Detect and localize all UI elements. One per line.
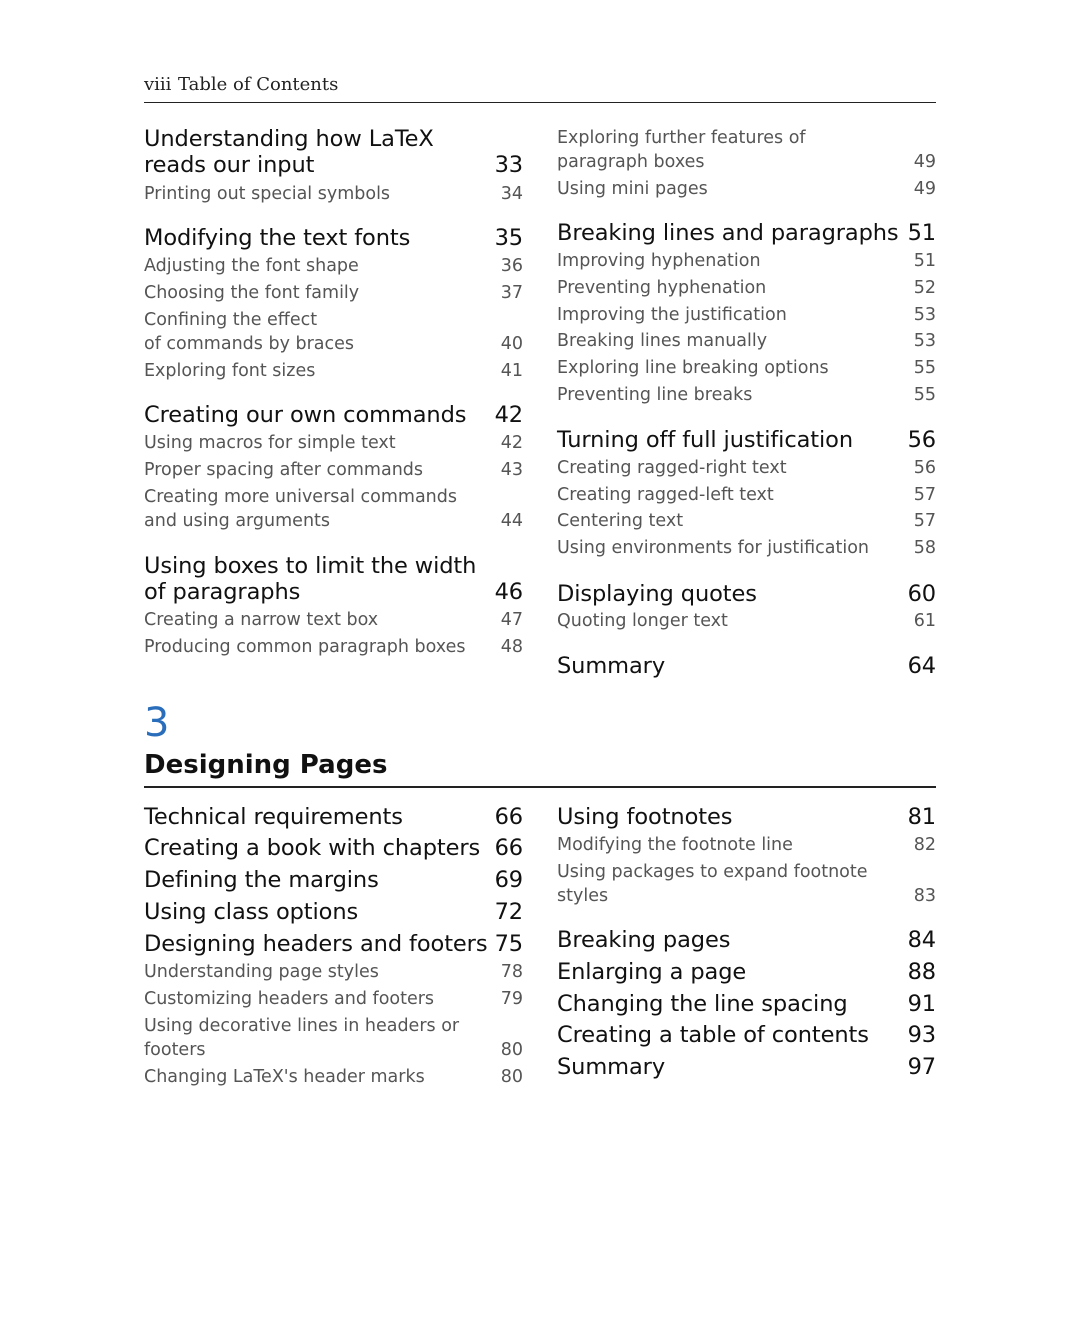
toc-entry-page-number: 40 <box>500 334 523 354</box>
toc-entry-page-number: 49 <box>913 179 936 199</box>
toc-page <box>144 0 936 1331</box>
toc-entry-page-number: 66 <box>494 835 523 861</box>
toc-entry-page-number: 46 <box>494 579 523 605</box>
toc-entry-title-line: Using packages to expand footnote <box>557 862 868 882</box>
toc-entry-title-line: Changing the line spacing <box>557 991 848 1017</box>
toc-entry-page-number: 42 <box>494 402 523 428</box>
toc-entry-title-line: Creating more universal commands <box>144 487 457 507</box>
toc-entry-title-line: Creating a book with chapters <box>144 835 481 861</box>
toc-entry-title-line: footers <box>144 1040 206 1060</box>
toc-entry-page-number: 34 <box>500 184 523 204</box>
toc-entry-page-number: 57 <box>913 485 936 505</box>
toc-entry-page-number: 56 <box>913 458 936 478</box>
toc-entry-page-number: 69 <box>494 867 523 893</box>
toc-entry-title-line: Proper spacing after commands <box>144 460 424 480</box>
toc-entry-page-number: 82 <box>913 835 936 855</box>
toc-entry-page-number: 80 <box>500 1067 523 1087</box>
toc-entry-title-line: Adjusting the font shape <box>144 256 359 276</box>
toc-entry-page-number: 42 <box>500 433 523 453</box>
toc-entry-title-line: Defining the margins <box>144 867 379 893</box>
toc-entry-title-line: Producing common paragraph boxes <box>144 637 466 657</box>
toc-entry-page-number: 48 <box>500 637 523 657</box>
toc-entry-title-line: Exploring line breaking options <box>557 358 829 378</box>
toc-entry-page-number: 61 <box>913 611 936 631</box>
toc-entry-page-number: 47 <box>500 610 523 630</box>
toc-entry-page-number: 52 <box>913 278 936 298</box>
toc-entry-page-number: 51 <box>913 251 936 271</box>
toc-entry-title-line: and using arguments <box>144 511 331 531</box>
toc-entry-page-number: 60 <box>907 581 936 607</box>
toc-entry-title-line: Summary <box>557 653 666 679</box>
toc-entry-title-line: Creating ragged-left text <box>557 485 774 505</box>
running-head-title: Table of Contents <box>178 74 339 95</box>
toc-entry-page-number: 41 <box>500 361 523 381</box>
toc-entry-page-number: 78 <box>500 962 523 982</box>
toc-entry-title-line: Changing LaTeX's header marks <box>144 1067 425 1087</box>
toc-entry-page-number: 64 <box>907 653 936 679</box>
toc-entry-page-number: 51 <box>907 220 936 246</box>
toc-entry-title-line: Improving the justification <box>557 305 787 325</box>
toc-entry-page-number: 49 <box>913 152 936 172</box>
toc-entry-title-line: Creating a table of contents <box>557 1022 869 1048</box>
toc-entry-title-line: Technical requirements <box>144 804 403 830</box>
toc-entry-title-line: Using boxes to limit the width <box>144 553 477 579</box>
toc-entry-title-line: Using mini pages <box>557 179 708 199</box>
toc-entry-title-line: Using class options <box>144 899 359 925</box>
toc-entry-page-number: 72 <box>494 899 523 925</box>
toc-entry-title-line: Modifying the text fonts <box>144 225 411 251</box>
toc-entry-title-line: Breaking lines manually <box>557 331 768 351</box>
toc-entry-page-number: 79 <box>500 989 523 1009</box>
chapter-title-text: Designing Pages <box>144 750 388 780</box>
toc-entry-title-line: Creating our own commands <box>144 402 467 428</box>
toc-entry-page-number: 53 <box>913 305 936 325</box>
toc-entry-title-line: styles <box>557 886 609 906</box>
toc-entry-title-line: of paragraphs <box>144 579 301 605</box>
toc-entry-title-line: Preventing line breaks <box>557 385 753 405</box>
toc-entry-page-number: 55 <box>913 385 936 405</box>
toc-entry-title-line: Creating a narrow text box <box>144 610 379 630</box>
chapter-number: 3 <box>144 700 170 746</box>
toc-entry-title-line: Exploring further features of <box>557 128 806 148</box>
toc-entry-page-number: 58 <box>913 538 936 558</box>
toc-entry-page-number: 80 <box>500 1040 523 1060</box>
toc-entry-title-line: Customizing headers and footers <box>144 989 435 1009</box>
toc-entry-page-number: 44 <box>500 511 523 531</box>
toc-entry-page-number: 91 <box>907 991 936 1017</box>
toc-entry-title-line: Confining the effect <box>144 310 318 330</box>
toc-entry-title-line: Summary <box>557 1054 666 1080</box>
running-head-page-number: viii <box>144 74 172 95</box>
toc-entry-title-line: Creating ragged-right text <box>557 458 787 478</box>
toc-entry-title-line: paragraph boxes <box>557 152 705 172</box>
toc-entry-page-number: 37 <box>500 283 523 303</box>
toc-entry-title-line: Understanding page styles <box>144 962 379 982</box>
toc-entry-title-line: Improving hyphenation <box>557 251 761 271</box>
toc-entry-page-number: 93 <box>907 1022 936 1048</box>
toc-entry-page-number: 43 <box>500 460 523 480</box>
toc-entry-title-line: Breaking lines and paragraphs <box>557 220 899 246</box>
toc-entry-title-line: Choosing the font family <box>144 283 360 303</box>
toc-entry-title-line: Designing headers and footers <box>144 931 488 957</box>
toc-entry-title-line: Modifying the footnote line <box>557 835 793 855</box>
toc-entry-page-number: 84 <box>907 927 936 953</box>
toc-entry-title-line: Understanding how LaTeX <box>144 126 434 152</box>
toc-entry-title-line: Using footnotes <box>557 804 733 830</box>
toc-entry-page-number: 83 <box>913 886 936 906</box>
toc-entry-title-line: Quoting longer text <box>557 611 728 631</box>
chapter-title <box>144 750 936 788</box>
toc-entry-page-number: 35 <box>494 225 523 251</box>
toc-entry-title-line: reads our input <box>144 152 315 178</box>
toc-entry-title-line: Breaking pages <box>557 927 731 953</box>
toc-entry-title-line: of commands by braces <box>144 334 355 354</box>
toc-entry-title-line: Using decorative lines in headers or <box>144 1016 460 1036</box>
toc-entry-page-number: 57 <box>913 511 936 531</box>
toc-entry-title-line: Printing out special symbols <box>144 184 391 204</box>
toc-entry-page-number: 56 <box>907 427 936 453</box>
toc-entry-page-number: 55 <box>913 358 936 378</box>
toc-entry-title-line: Centering text <box>557 511 684 531</box>
toc-entry-title-line: Turning off full justification <box>557 427 853 453</box>
toc-entry-title-line: Enlarging a page <box>557 959 747 985</box>
toc-entry-title-line: Exploring font sizes <box>144 361 316 381</box>
toc-entry-page-number: 33 <box>494 152 523 178</box>
toc-entry-page-number: 53 <box>913 331 936 351</box>
toc-entry-page-number: 81 <box>907 804 936 830</box>
toc-entry-title-line: Preventing hyphenation <box>557 278 767 298</box>
running-head <box>144 70 936 103</box>
toc-entry-page-number: 97 <box>907 1054 936 1080</box>
toc-entry-title-line: Using macros for simple text <box>144 433 396 453</box>
toc-entry-page-number: 88 <box>907 959 936 985</box>
toc-entry-page-number: 36 <box>500 256 523 276</box>
toc-entry-title-line: Displaying quotes <box>557 581 757 607</box>
toc-entry-page-number: 66 <box>494 804 523 830</box>
toc-entry-page-number: 75 <box>494 931 523 957</box>
toc-entry-title-line: Using environments for justification <box>557 538 869 558</box>
